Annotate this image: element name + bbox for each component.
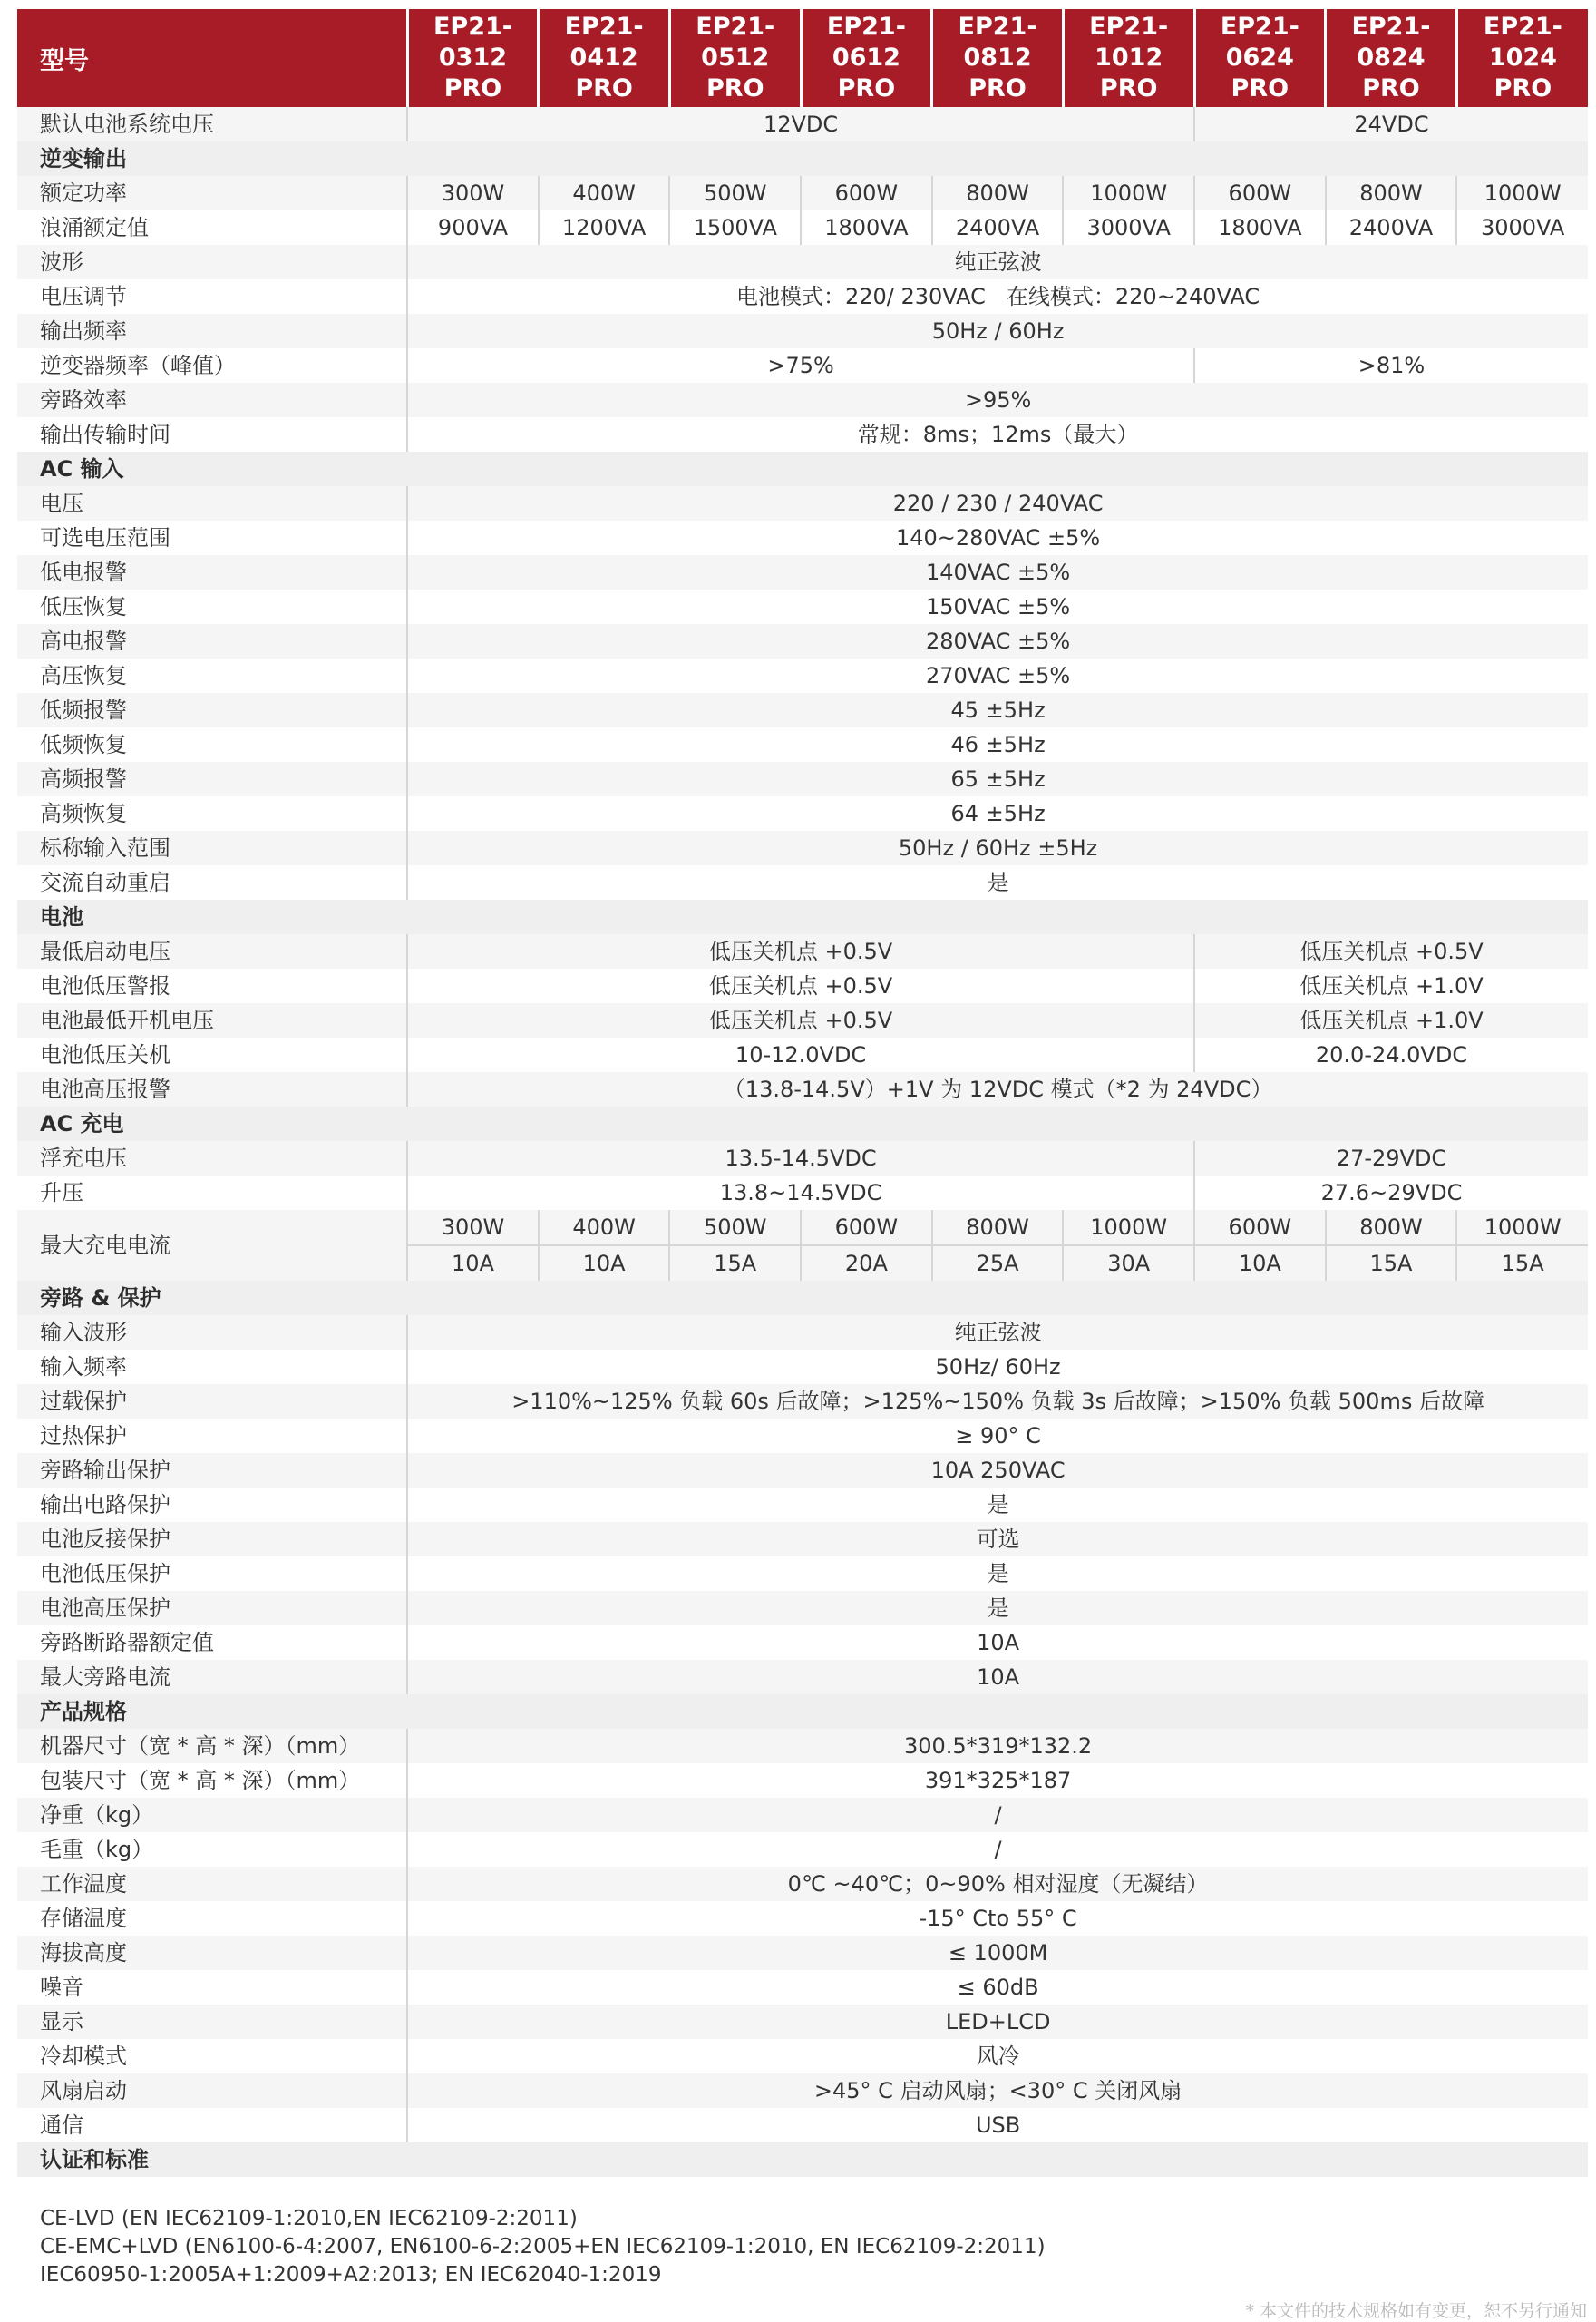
table-row (17, 176, 1588, 210)
row-label: 输出传输时间 (17, 417, 407, 452)
cell: 10A 250VAC (407, 1453, 1588, 1488)
row-label: 工作温度 (17, 1867, 407, 1901)
row-label: 电压调节 (17, 279, 407, 314)
row-label: 升压 (17, 1176, 407, 1210)
cell: 0℃ ~40℃；0~90% 相对湿度（无凝结） (407, 1867, 1588, 1901)
cell: 800W (1326, 1210, 1457, 1245)
table-header (17, 9, 1588, 107)
row-label: 额定功率 (17, 176, 407, 210)
row-label: 默认电池系统电压 (17, 107, 407, 141)
value-24v: 低压关机点 +1.0V (1194, 969, 1588, 1003)
model-header-1012: EP21- 1012 PRO (1063, 9, 1194, 107)
row-label: 交流自动重启 (17, 865, 407, 900)
table-row (17, 555, 1588, 590)
value-12v: 10-12.0VDC (407, 1038, 1194, 1072)
spec-sheet (17, 9, 1588, 2177)
cell: （13.8-14.5V）+1V 为 12VDC 模式（*2 为 24VDC） (407, 1072, 1588, 1107)
cell: 10A (539, 1245, 670, 1281)
value-24v: 低压关机点 +0.5V (1194, 934, 1588, 969)
cell: 常规：8ms；12ms（最大） (407, 417, 1588, 452)
table-row (17, 1419, 1588, 1453)
certification-list (40, 2205, 1046, 2289)
row-label: 低频恢复 (17, 727, 407, 762)
table-row (17, 693, 1588, 727)
table-row (17, 1038, 1588, 1072)
row-label: 电池高压报警 (17, 1072, 407, 1107)
cell: 1000W (1456, 1210, 1588, 1245)
cell: 600W (1194, 176, 1326, 210)
table-row (17, 1350, 1588, 1384)
cell: 64 ±5Hz (407, 796, 1588, 831)
cell: USB (407, 2108, 1588, 2142)
cell: 500W (669, 1210, 801, 1245)
section-ac-charge (17, 1107, 1588, 1141)
section-title: 逆变输出 (17, 141, 1588, 176)
row-label: 电池最低开机电压 (17, 1003, 407, 1038)
cell: / (407, 1832, 1588, 1867)
value-12v: 低压关机点 +0.5V (407, 969, 1194, 1003)
row-label: 低压恢复 (17, 590, 407, 624)
row-label: 毛重（kg） (17, 1832, 407, 1867)
table-row (17, 486, 1588, 521)
section-product-specs (17, 1694, 1588, 1729)
row-label: 逆变器频率（峰值） (17, 348, 407, 383)
cell: 391*325*187 (407, 1763, 1588, 1798)
table-row (17, 210, 1588, 245)
table-row (17, 1763, 1588, 1798)
cell: 可选 (407, 1522, 1588, 1556)
value-24v: 24VDC (1194, 107, 1588, 141)
row-label: 包装尺寸（宽 * 高 * 深）（mm） (17, 1763, 407, 1798)
certification-line: CE-EMC+LVD (EN6100-6-4:2007, EN6100-6-2:2005+EN IEC62109-1:2010, EN IEC62109-2:2011) (40, 2235, 1046, 2259)
cell: 15A (1326, 1245, 1457, 1281)
table-row (17, 969, 1588, 1003)
cell: 300W (407, 176, 539, 210)
value-24v: >81% (1194, 348, 1588, 383)
table-row (17, 1867, 1588, 1901)
value-12v: 低压关机点 +0.5V (407, 934, 1194, 969)
cell: 电池模式：220/ 230VAC 在线模式：220~240VAC (407, 279, 1588, 314)
table-row (17, 762, 1588, 796)
cell: 2400VA (932, 210, 1064, 245)
table-row (17, 796, 1588, 831)
model-header-label: 型号 (17, 9, 407, 107)
table-row (17, 1591, 1588, 1625)
table-row (17, 1176, 1588, 1210)
table-row (17, 1003, 1588, 1038)
cell: 10A (407, 1245, 539, 1281)
cell: 50Hz / 60Hz (407, 314, 1588, 348)
model-header-0312: EP21- 0312 PRO (407, 9, 539, 107)
row-label: 电池低压关机 (17, 1038, 407, 1072)
row-label: 电池高压保护 (17, 1591, 407, 1625)
cell: 15A (1456, 1245, 1588, 1281)
cell: 10A (407, 1625, 1588, 1660)
table-row (17, 865, 1588, 900)
row-label: 风扇启动 (17, 2073, 407, 2108)
cell: 纯正弦波 (407, 1315, 1588, 1350)
model-header-0512: EP21- 0512 PRO (669, 9, 801, 107)
spec-table (17, 9, 1588, 2177)
section-title: 产品规格 (17, 1694, 1588, 1729)
section-title: 电池 (17, 900, 1588, 934)
row-label: 存储温度 (17, 1901, 407, 1936)
section-inverter-output (17, 141, 1588, 176)
table-row (17, 1970, 1588, 2005)
row-label: 净重（kg） (17, 1798, 407, 1832)
cell: 46 ±5Hz (407, 727, 1588, 762)
row-label: 输入波形 (17, 1315, 407, 1350)
model-header-0612: EP21- 0612 PRO (801, 9, 932, 107)
row-label: 噪音 (17, 1970, 407, 2005)
row-label: 海拔高度 (17, 1936, 407, 1970)
table-row (17, 1522, 1588, 1556)
value-12v: 13.8~14.5VDC (407, 1176, 1194, 1210)
table-row (17, 831, 1588, 865)
table-row (17, 1556, 1588, 1591)
section-title: AC 输入 (17, 452, 1588, 486)
table-row (17, 2108, 1588, 2142)
cell: 45 ±5Hz (407, 693, 1588, 727)
row-label: 显示 (17, 2005, 407, 2039)
value-12v: 13.5-14.5VDC (407, 1141, 1194, 1176)
cell: 1200VA (539, 210, 670, 245)
cell: 50Hz/ 60Hz (407, 1350, 1588, 1384)
cell: 900VA (407, 210, 539, 245)
table-row (17, 1141, 1588, 1176)
cell: 800W (932, 1210, 1064, 1245)
section-certification (17, 2142, 1588, 2177)
cell: 纯正弦波 (407, 245, 1588, 279)
table-row (17, 1625, 1588, 1660)
value-12v: >75% (407, 348, 1194, 383)
row-label: 最低启动电压 (17, 934, 407, 969)
table-row (17, 659, 1588, 693)
row-label: 高压恢复 (17, 659, 407, 693)
cell: 1500VA (669, 210, 801, 245)
table-row (17, 279, 1588, 314)
cell: 是 (407, 865, 1588, 900)
row-label: 最大旁路电流 (17, 1660, 407, 1694)
row-label: 过载保护 (17, 1384, 407, 1419)
table-row (17, 383, 1588, 417)
row-label: 电池低压保护 (17, 1556, 407, 1591)
cell: ≥ 90° C (407, 1419, 1588, 1453)
cell: 30A (1063, 1245, 1194, 1281)
table-row (17, 1210, 1588, 1245)
table-row (17, 2073, 1588, 2108)
footnote: * 本文件的技术规格如有变更，恕不另行通知 (1245, 2301, 1587, 2321)
cell: 20A (801, 1245, 932, 1281)
row-label: 通信 (17, 2108, 407, 2142)
row-label: 高电报警 (17, 624, 407, 659)
row-label: 电池反接保护 (17, 1522, 407, 1556)
section-bypass-protection (17, 1281, 1588, 1315)
row-label: 低频报警 (17, 693, 407, 727)
row-label: 机器尺寸（宽 * 高 * 深）（mm） (17, 1729, 407, 1763)
cell: 800W (932, 176, 1064, 210)
cell: 1000W (1456, 176, 1588, 210)
cell: 25A (932, 1245, 1064, 1281)
row-label: 旁路效率 (17, 383, 407, 417)
cell: 800W (1326, 176, 1457, 210)
cell: -15° Cto 55° C (407, 1901, 1588, 1936)
section-title: 认证和标准 (17, 2142, 1588, 2177)
model-header-0624: EP21- 0624 PRO (1194, 9, 1326, 107)
model-header-0824: EP21- 0824 PRO (1326, 9, 1457, 107)
cell: 600W (801, 176, 932, 210)
table-row (17, 1488, 1588, 1522)
row-label: 冷却模式 (17, 2039, 407, 2073)
table-row (17, 1798, 1588, 1832)
cell: 600W (1194, 1210, 1326, 1245)
cell: / (407, 1798, 1588, 1832)
cell: 300W (407, 1210, 539, 1245)
table-row (17, 934, 1588, 969)
table-row (17, 1660, 1588, 1694)
table-row (17, 521, 1588, 555)
row-label: 高频恢复 (17, 796, 407, 831)
certification-line: IEC60950-1:2005A+1:2009+A2:2013; EN IEC62040-1:2019 (40, 2263, 662, 2287)
table-row (17, 1936, 1588, 1970)
table-row (17, 1384, 1588, 1419)
table-row (17, 1453, 1588, 1488)
cell: >110%~125% 负载 60s 后故障；>125%~150% 负载 3s 后故障；>150% 负载 500ms 后故障 (407, 1384, 1588, 1419)
cell: ≤ 60dB (407, 1970, 1588, 2005)
cell: 是 (407, 1488, 1588, 1522)
cell: LED+LCD (407, 2005, 1588, 2039)
row-label: 输出频率 (17, 314, 407, 348)
row-label: 低电报警 (17, 555, 407, 590)
model-header-0412: EP21- 0412 PRO (539, 9, 670, 107)
table-row (17, 107, 1588, 141)
table-row (17, 624, 1588, 659)
value-24v: 27.6~29VDC (1194, 1176, 1588, 1210)
table-row (17, 590, 1588, 624)
cell: 10A (407, 1660, 1588, 1694)
row-label: 电压 (17, 486, 407, 521)
table-row (17, 1315, 1588, 1350)
row-label: 浪涌额定值 (17, 210, 407, 245)
cell: 300.5*319*132.2 (407, 1729, 1588, 1763)
cell: 220 / 230 / 240VAC (407, 486, 1588, 521)
value-24v: 低压关机点 +1.0V (1194, 1003, 1588, 1038)
model-header-1024: EP21- 1024 PRO (1456, 9, 1588, 107)
row-label: 过热保护 (17, 1419, 407, 1453)
table-row (17, 417, 1588, 452)
table-row (17, 1729, 1588, 1763)
cell: >95% (407, 383, 1588, 417)
table-row (17, 1072, 1588, 1107)
row-label: 高频报警 (17, 762, 407, 796)
cell: 500W (669, 176, 801, 210)
model-header-0812: EP21- 0812 PRO (932, 9, 1064, 107)
cell: 1000W (1063, 176, 1194, 210)
cell: 140~280VAC ±5% (407, 521, 1588, 555)
cell: >45° C 启动风扇；<30° C 关闭风扇 (407, 2073, 1588, 2108)
cell: 15A (669, 1245, 801, 1281)
cell: 1800VA (801, 210, 932, 245)
table-row (17, 2039, 1588, 2073)
cell: ≤ 1000M (407, 1936, 1588, 1970)
table-row (17, 348, 1588, 383)
cell: 10A (1194, 1245, 1326, 1281)
cell: 风冷 (407, 2039, 1588, 2073)
cell: 是 (407, 1591, 1588, 1625)
cell: 400W (539, 1210, 670, 1245)
row-label: 输入频率 (17, 1350, 407, 1384)
value-12v: 低压关机点 +0.5V (407, 1003, 1194, 1038)
cell: 600W (801, 1210, 932, 1245)
cell: 3000VA (1063, 210, 1194, 245)
table-row (17, 2005, 1588, 2039)
value-12v: 12VDC (407, 107, 1194, 141)
section-title: AC 充电 (17, 1107, 1588, 1141)
section-battery (17, 900, 1588, 934)
cell: 140VAC ±5% (407, 555, 1588, 590)
value-24v: 20.0-24.0VDC (1194, 1038, 1588, 1072)
cell: 150VAC ±5% (407, 590, 1588, 624)
cell: 65 ±5Hz (407, 762, 1588, 796)
table-row (17, 1832, 1588, 1867)
table-row (17, 727, 1588, 762)
row-label: 浮充电压 (17, 1141, 407, 1176)
table-row (17, 1901, 1588, 1936)
row-label: 旁路断路器额定值 (17, 1625, 407, 1660)
row-label: 波形 (17, 245, 407, 279)
cell: 270VAC ±5% (407, 659, 1588, 693)
cell: 1000W (1063, 1210, 1194, 1245)
row-label: 输出电路保护 (17, 1488, 407, 1522)
cell: 是 (407, 1556, 1588, 1591)
row-label: 电池低压警报 (17, 969, 407, 1003)
table-row (17, 314, 1588, 348)
value-24v: 27-29VDC (1194, 1141, 1588, 1176)
section-ac-input (17, 452, 1588, 486)
table-row (17, 245, 1588, 279)
row-label: 旁路输出保护 (17, 1453, 407, 1488)
row-label: 标称输入范围 (17, 831, 407, 865)
cell: 400W (539, 176, 670, 210)
cell: 1800VA (1194, 210, 1326, 245)
certification-line: CE-LVD (EN IEC62109-1:2010,EN IEC62109-2:2011) (40, 2207, 578, 2230)
cell: 50Hz / 60Hz ±5Hz (407, 831, 1588, 865)
section-title: 旁路 & 保护 (17, 1281, 1588, 1315)
cell: 3000VA (1456, 210, 1588, 245)
row-label: 最大充电电流 (17, 1210, 407, 1281)
cell: 2400VA (1326, 210, 1457, 245)
cell: 280VAC ±5% (407, 624, 1588, 659)
row-label: 可选电压范围 (17, 521, 407, 555)
